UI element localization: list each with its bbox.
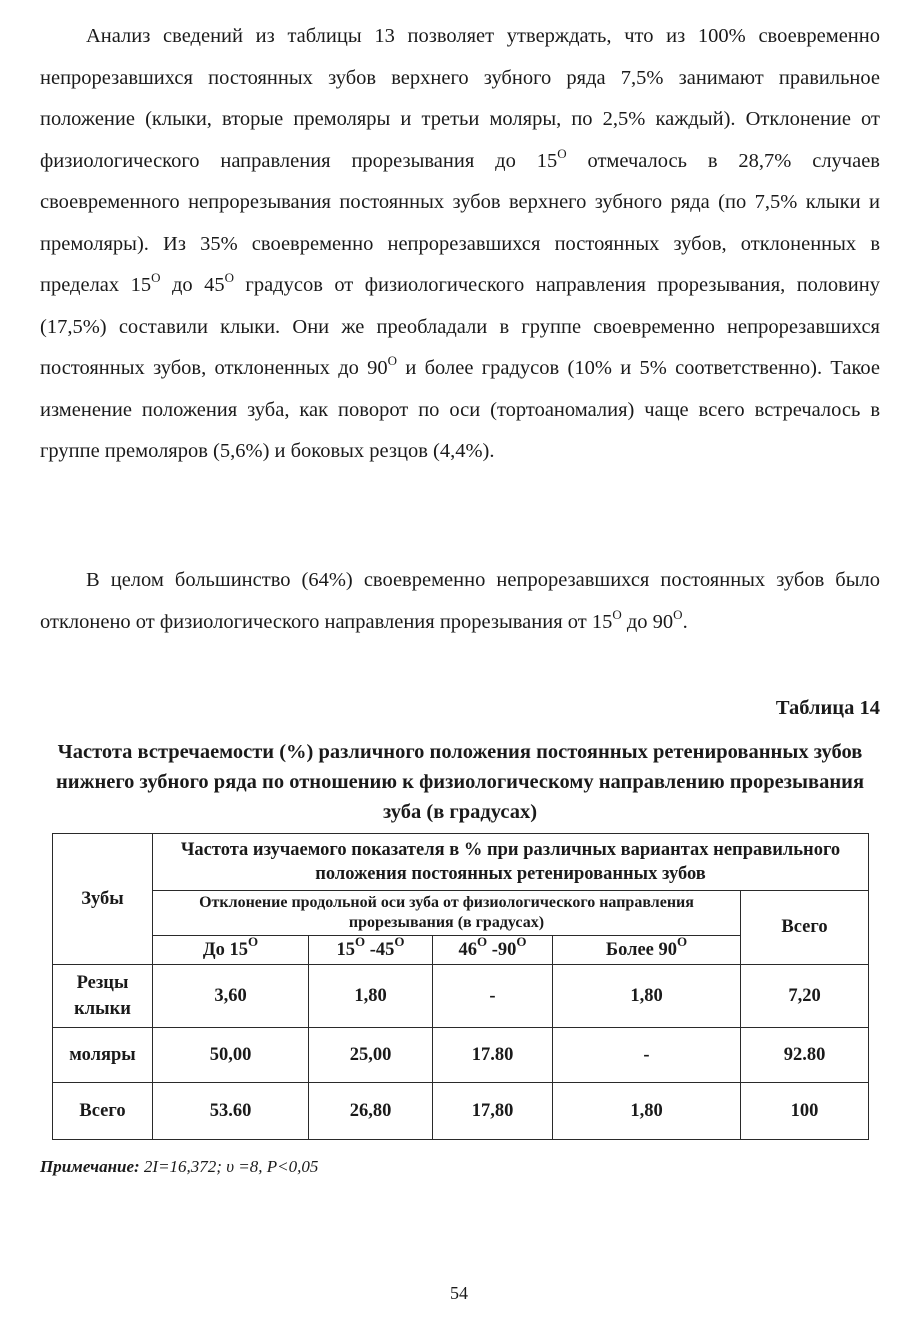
text-run: Анализ сведений из таблицы 13 позволяет утверждать, что из 100% своевременно непрорезавшихся постоянных зубов верхнего зубного ряда 7,5% занимают правильное положение (клыки, вторые премоляры и третьи моляры, по 2,5% каждый). Отклонение от физиологического направления прорезывания до 15 [40,25,880,172]
col-header-46-90: $46^О$ $-90^О$ [433,936,553,965]
text-run: . [682,610,688,633]
table-cell: - [433,965,553,1028]
degree-sup: О [612,606,622,622]
text-run: отмечалось в 28,7% случаев своевременного непрорезывания постоянных зубов верхнего зубного ряда (по 7,5% клыки и премоляры). Из 35% своевременно непрорезавшихся постоянных зубов, отклоненных в пределах 15 [40,149,880,296]
note-label: Примечание: [40,1157,140,1176]
table-cell: 17.80 [433,1028,553,1083]
text-run: и более градусов (10% и 5% соответственно). Такое изменение положения зуба, как поворот по оси (тортоаномалия) чаще всего встречалось в группе премоляров (5,6%) и боковых резцов (4,4%). [40,357,881,462]
main-header: Частота изучаемого показателя в % при различных вариантах неправильного положения постоянных ретенированных зубов [153,834,869,891]
table-row [53,1028,869,1083]
table-row [53,1083,869,1140]
degree-sup: О [387,353,398,368]
col-header-15-45: $15^О$ $-45^О$ [309,936,433,965]
row-label: Резцы клыки [53,965,153,1028]
table-cell: 92.80 [741,1028,869,1083]
degree-sup: О [224,270,234,285]
table-cell: 26,80 [309,1083,433,1140]
table-note [40,1155,318,1179]
paragraph-1 [40,16,880,473]
degree-sup: О [557,145,567,161]
table-cell: 1,80 [553,1083,741,1140]
col-header-up-to-15: До $15^О$ [153,936,309,965]
row-label: моляры [53,1028,153,1083]
row-label: Всего [53,1083,153,1140]
text-run: до 45 [160,274,225,296]
text-run: до 90 [621,610,674,633]
table-cell: 100 [741,1083,869,1140]
total-header: Всего [741,891,869,965]
table-cell: 7,20 [741,965,869,1028]
table-cell: 25,00 [309,1028,433,1083]
text-run: В целом большинство (64%) своевременно непрорезавшихся постоянных зубов было отклонено от физиологического направления прорезывания от 15 [40,569,880,633]
table-caption: Частота встречаемости (%) различного положения постоянных ретенированных зубов нижнего зубного ряда по отношению к физиологическому направлению прорезывания зуба (в градусах) [55,741,865,823]
table-cell: 3,60 [153,965,309,1028]
table-cell: 50,00 [153,1028,309,1083]
table-cell: 17,80 [433,1083,553,1140]
paragraph-2 [40,560,880,643]
note-text: 2I=16,372; υ =8, P<0,05 [139,1157,319,1176]
text-run: градусов от физиологического направления прорезывания, половину (17,5%) составили клыки. Они же преобладали в группе своевременно непрорезавшихся постоянных зубов, отклоненных до 90 [40,274,880,379]
table-number: Таблица 14 [775,697,880,719]
deviation-header: Отклонение продольной оси зуба от физиологического направления прорезывания (в градусах) [153,891,741,936]
table-cell: 53.60 [153,1083,309,1140]
degree-sup: О [673,606,683,622]
table-cell: 1,80 [553,965,741,1028]
degree-sup: О [151,270,161,285]
col-header-over-90: Более $90^О$ [553,936,741,965]
table-cell: 1,80 [309,965,433,1028]
data-table [52,833,869,1140]
teeth-header: Зубы [53,834,153,965]
page-number: 54 [450,1283,468,1303]
table-cell: - [553,1028,741,1083]
table-row [53,965,869,1028]
